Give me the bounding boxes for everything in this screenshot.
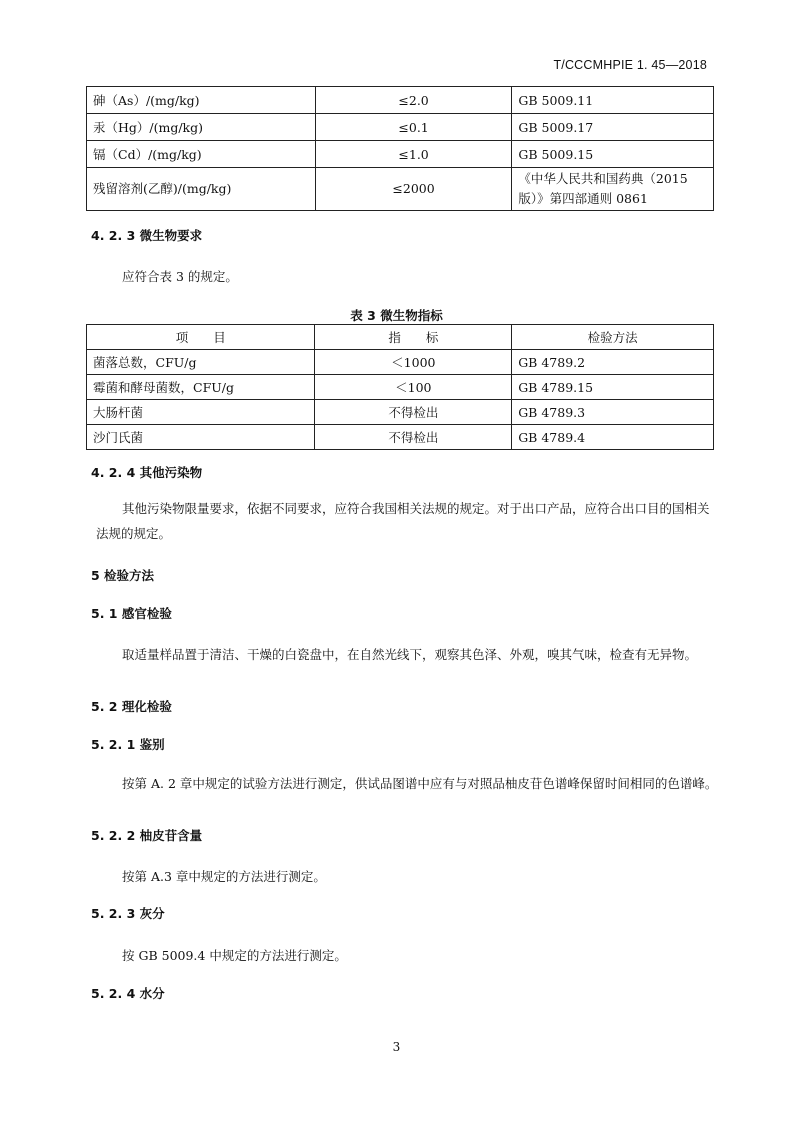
microbial-table [86, 324, 714, 450]
table-cell-item: 霉菌和酵母菌数，CFU/g [87, 375, 315, 400]
section-heading-5: 5 检验方法 [91, 568, 155, 583]
section-heading-5-1: 5. 1 感官检验 [91, 606, 172, 621]
table-cell-method: GB 5009.17 [512, 114, 714, 141]
table-row [87, 87, 714, 114]
table-cell-limit: ＜100 [315, 375, 512, 400]
table-cell-method: GB 4789.2 [512, 350, 714, 375]
table-cell-item: 残留溶剂(乙醇)/(mg/kg) [87, 168, 316, 211]
table-cell-limit: ＜1000 [315, 350, 512, 375]
table-cell-item: 镉（Cd）/(mg/kg) [87, 141, 316, 168]
table3-caption: 表 3 微生物指标 [350, 308, 443, 323]
section-heading-4-2-3: 4. 2. 3 微生物要求 [91, 228, 203, 243]
table-row [87, 350, 714, 375]
table-cell-limit: ≤2000 [315, 168, 512, 211]
column-header: 检验方法 [512, 325, 714, 350]
section-text-5-2-3: 按 GB 5009.4 中规定的方法进行测定。 [122, 948, 347, 963]
limits-table-continued [86, 86, 714, 211]
section-heading-5-2: 5. 2 理化检验 [91, 699, 172, 714]
section-text-5-1: 取适量样品置于清洁、干燥的白瓷盘中，在自然光线下，观察其色泽、外观，嗅其气味，检查有无异物。 [122, 647, 698, 662]
column-header: 指 标 [315, 325, 512, 350]
table-cell-limit: 不得检出 [315, 425, 512, 450]
standard-code-header: T/CCCMHPIE 1. 45—2018 [553, 58, 707, 72]
table-cell-method: GB 4789.15 [512, 375, 714, 400]
table-cell-limit: ≤1.0 [315, 141, 512, 168]
section-text-4-2-3: 应符合表 3 的规定。 [122, 269, 238, 284]
table-cell-item: 砷（As）/(mg/kg) [87, 87, 316, 114]
table-cell-method: GB 5009.11 [512, 87, 714, 114]
table-cell-limit: ≤0.1 [315, 114, 512, 141]
table-row [87, 375, 714, 400]
table-row [87, 168, 714, 211]
table-cell-limit: 不得检出 [315, 400, 512, 425]
section-text-5-2-1: 按第 A. 2 章中规定的试验方法进行测定，供试品图谱中应有与对照品柚皮苷色谱峰保留时间相同的色谱峰。 [122, 776, 718, 791]
table-cell-method [512, 168, 714, 211]
table-cell-method: GB 4789.4 [512, 425, 714, 450]
table-row [87, 114, 714, 141]
table-cell-limit: ≤2.0 [315, 87, 512, 114]
section-heading-5-2-4: 5. 2. 4 水分 [91, 986, 165, 1001]
column-header: 项 目 [87, 325, 315, 350]
table-row [87, 425, 714, 450]
table-cell-item: 汞（Hg）/(mg/kg) [87, 114, 316, 141]
section-heading-5-2-2: 5. 2. 2 柚皮苷含量 [91, 828, 203, 843]
table-cell-method: GB 4789.3 [512, 400, 714, 425]
page-number: 3 [392, 1040, 401, 1054]
method-line: 《中华人民共和国药典（2015 [518, 171, 688, 186]
table-row [87, 400, 714, 425]
table-cell-item: 大肠杆菌 [87, 400, 315, 425]
section-text-4-2-4: 其他污染物限量要求，依据不同要求，应符合我国相关法规的规定。对于出口产品，应符合出口目的国相关法规的规定。 [96, 501, 710, 541]
table-cell-item: 沙门氏菌 [87, 425, 315, 450]
table-header-row [87, 325, 714, 350]
table-cell-method: GB 5009.15 [512, 141, 714, 168]
method-line: 版）》第四部通则 0861 [518, 191, 648, 206]
section-heading-5-2-3: 5. 2. 3 灰分 [91, 906, 165, 921]
section-heading-4-2-4: 4. 2. 4 其他污染物 [91, 465, 203, 480]
section-heading-5-2-1: 5. 2. 1 鉴别 [91, 737, 165, 752]
table-cell-item: 菌落总数，CFU/g [87, 350, 315, 375]
table-row [87, 141, 714, 168]
section-text-5-2-2: 按第 A.3 章中规定的方法进行测定。 [122, 869, 326, 884]
